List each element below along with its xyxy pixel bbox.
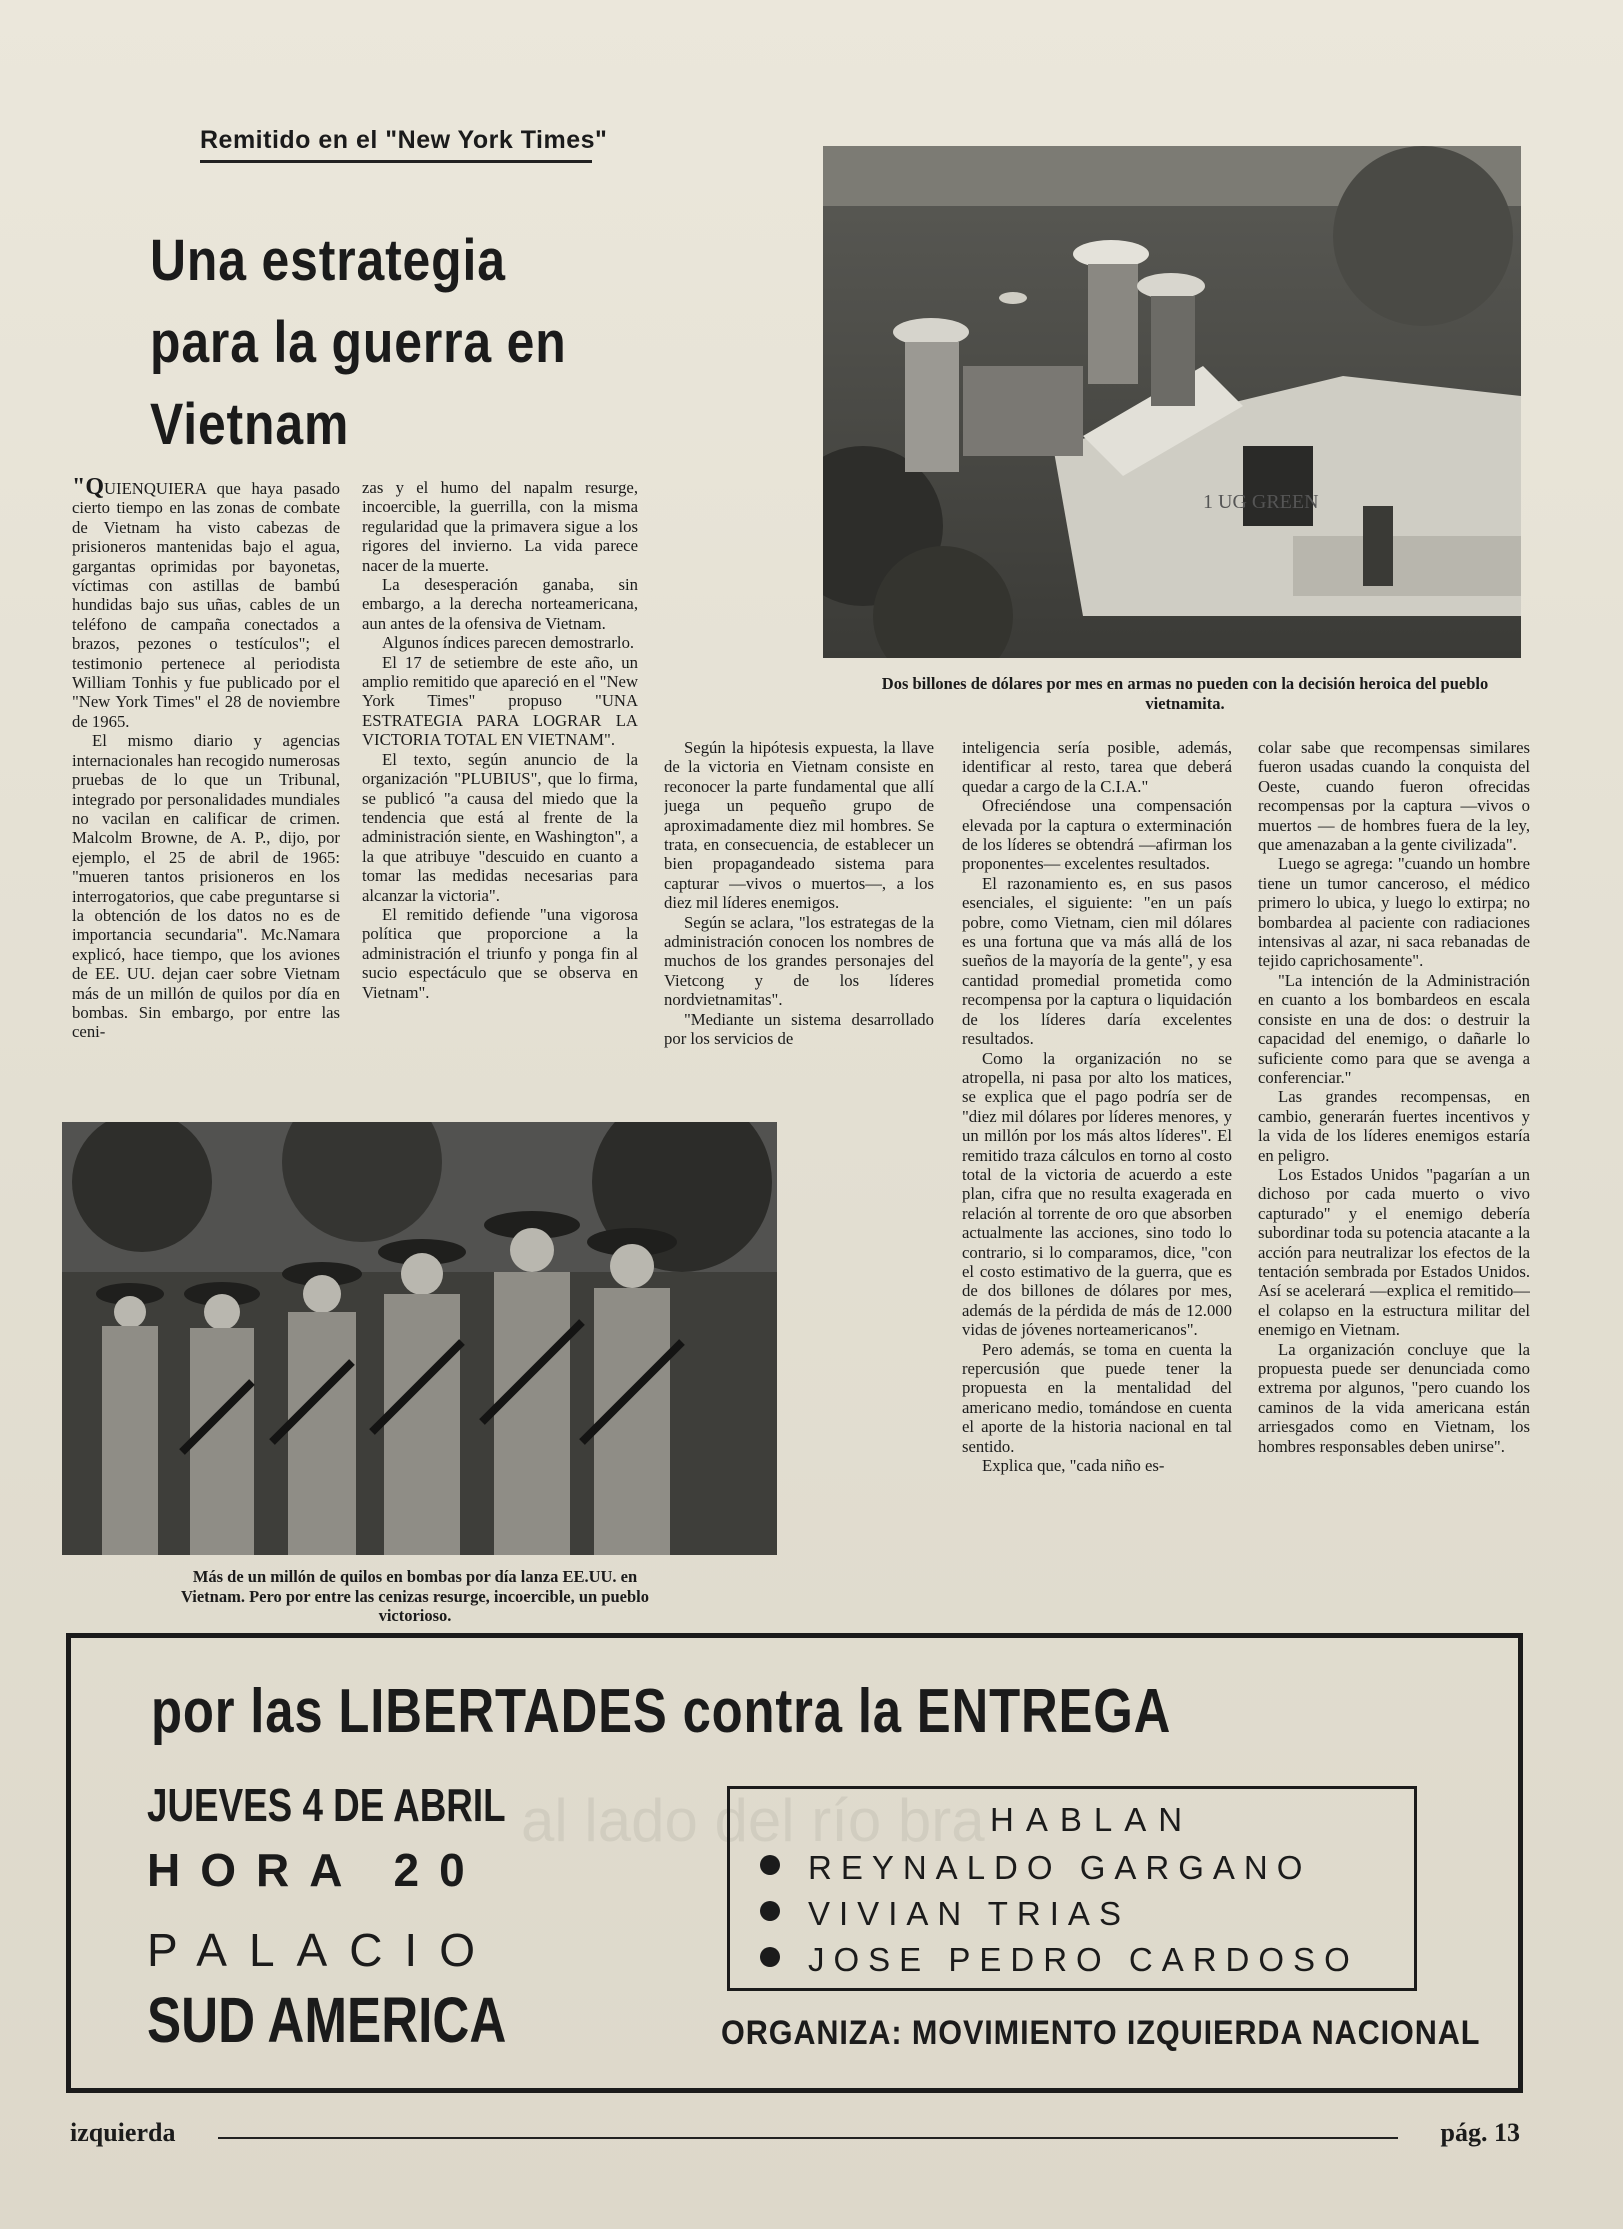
ad-date: JUEVES 4 DE ABRIL	[147, 1779, 506, 1831]
paragraph-text: Ofreciéndose una compensación elevada por la captura o exterminación de los líderes se obtendrá —afirman los proponentes— excelentes resultados.	[962, 796, 1232, 874]
paragraph-text: Pero además, se toma en cuenta la repercusión que puede tener la propuesta en la mentalidad del americano medio, tomándose en cuenta el aporte de la historia nacional en tal sentido.	[962, 1339, 1232, 1456]
paragraph-text: Luego se agrega: "cuando un hombre tiene un tumor canceroso, el médico primero lo ubica, y luego lo extirpa; no bombardea al paciente con radiaciones intensivas al azar, ni saca rebanadas de tejido caprichosamente".	[1258, 854, 1530, 971]
bullet-icon	[760, 1901, 780, 1921]
photo-downed-plane	[823, 146, 1521, 658]
article-paragraph	[1258, 1165, 1530, 1340]
plane-marking: 1 UG GREEN	[1203, 491, 1319, 513]
speakers-heading: HABLAN	[990, 1801, 1195, 1838]
paragraph-text: El remitido defiende "una vigorosa política que proporcione a la administración el triunfo y ponga fin al sucio espectáculo que se observa en Vietnam".	[362, 904, 638, 1002]
article-paragraph	[362, 633, 638, 652]
top-photo-caption: Dos billones de dólares por mes en armas no pueden con la decisión heroica del pueblo vietnamita.	[881, 674, 1489, 713]
article-paragraph	[1258, 1340, 1530, 1456]
article-paragraph	[962, 796, 1232, 874]
paragraph-text: "Mediante un sistema desarrollado por los servicios de	[664, 1009, 934, 1049]
article-column-1	[72, 478, 340, 1148]
paragraph-text: UIENQUIERA que haya pasado cierto tiempo en las zonas de combate de Vietnam ha visto cabezas de prisioneros mantenidas bajo el agua, gargantas oprimidas por bayonetas, víctimas con astillas de bambú hundidas bajo sus uñas, cables de un teléfono de campaña conectados a brazos, pezones o testículos"; el testimonio pertenece al periodista William Tonhis y fue publicado por el "New York Times" el 28 de noviembre de 1965.	[72, 479, 340, 731]
paragraph-text: El 17 de setiembre de este año, un amplio remitido que apareció en el "New York Times" propuso "UNA ESTRATEGIA PARA LOGRAR LA VICTORIA TOTAL EN VIETNAM".	[362, 652, 638, 750]
article-paragraph	[72, 731, 340, 1042]
paragraph-text: El mismo diario y agencias internacionales han recogido numerosas pruebas de lo que un Tribunal, integrado por personalidades mundiales no vacilan en calificar de crimen. Malcolm Browne, de A. P., dijo, por ejemplo, el 25 de abril de 1965: "mueren tantos prisioneros en los interrogatorios, que cabe preguntarse si la obtención de los datos no es de importancia secundaria". Mc.Namara explicó, hace tiempo, que los aviones de EE. UU. dejan caer sobre Vietnam más de un millón de quilos por día en bombas. Sin embargo, por entre las ceni-	[72, 731, 340, 1042]
article-paragraph	[962, 874, 1232, 1049]
article-column-2	[362, 478, 638, 1138]
bullet-icon	[760, 1855, 780, 1875]
paragraph-text: El razonamiento es, en sus pasos esenciales, el siguiente: "en un país pobre, como Vietnam, cien mil dólares es una fortuna que va más allá de los sueños de la mayoría de la gente", y esa cantidad promedial prometida como recompensa por la captura o liquidación de los líderes daría excelentes resultados.	[962, 873, 1232, 1049]
paragraph-text: El texto, según anuncio de la organización "PLUBIUS", que lo firma, se publicó "a causa del miedo que la tendencia que está al frente de la administración siente, en Washington", a la que atribuye "descuido en cuanto a tomar las medidas necesarias para alcanzar la victoria".	[362, 749, 638, 905]
speaker-item: REYNALDO GARGANO	[760, 1849, 1311, 1887]
paragraph-text: Explica que, "cada niño es-	[982, 1456, 1165, 1476]
article-paragraph	[664, 913, 934, 1010]
ad-bleed-through-text: al lado del río bra	[521, 1787, 985, 1854]
guerrillas-illustration	[62, 1122, 777, 1555]
ad-venue-line-2: SUD AMERICA	[147, 1984, 507, 2056]
ad-title: por las LIBERTADES contra la ENTREGA	[151, 1677, 1172, 1746]
ad-venue-line-1: PALACIO	[147, 1924, 497, 1976]
page-footer	[70, 2118, 1520, 2158]
speaker-item: JOSE PEDRO CARDOSO	[760, 1941, 1359, 1979]
paragraph-text: inteligencia sería posible, además, identificar al resto, tarea que deberá quedar a cargo de la C.I.A."	[962, 738, 1232, 796]
speaker-item: VIVIAN TRIAS	[760, 1895, 1130, 1933]
paragraph-text: Las grandes recompensas, en cambio, generarán fuertes incentivos y la vida de los líderes enemigos estaría en peligro.	[1258, 1087, 1530, 1165]
drop-cap: "Q	[72, 478, 104, 500]
page-number: pág. 13	[1440, 2118, 1520, 2147]
paragraph-text: Según la hipótesis expuesta, la llave de la victoria en Vietnam consiste en reconocer la parte fundamental que allí juega un pequeño grupo de aproximadamente diez mil hombres. Se trata, en consecuencia, de establecer un bien propagandeado sistema para capturar —vivos o muertos—, a los diez mil líderes enemigos.	[664, 738, 934, 913]
article-paragraph	[1258, 971, 1530, 1087]
publication-name: izquierda	[70, 2118, 176, 2147]
article-paragraph	[1258, 738, 1530, 854]
bottom-photo-caption: Más de un millón de quilos en bombas por día lanza EE.UU. en Vietnam. Pero por entre las cenizas resurge, incoercible, un pueblo victorioso.	[180, 1567, 650, 1625]
article-paragraph	[962, 1049, 1232, 1340]
article-headline: Una estrategia para la guerra en Vietnam	[150, 228, 567, 457]
paragraph-text: colar sabe que recompensas similares fueron usadas cuando la conquista del Oeste, cuando fueron ofrecidas recompensas por la captura —vivos o muertos — de hombres fuera de la ley, que amenazaban a la gente civilizada".	[1258, 738, 1530, 855]
paragraph-text: Como la organización no se atropella, ni pasa por alto los matices, se explica que el pago podría ser de "diez mil dólares por líderes menores, y un millón por los más altos líderes". El remitido traza cálculos en torno al costo total de la victoria de acuerdo a este plan, cifra que no resulta exagerada en relación al torrente de oro que absorben actualmente las acciones, sino todo lo contrario, si lo comparamos, dice, "con el costo estimativo de la guerra, que es de dos billones de dólares por mes, además de la pérdida de más de 12.000 vidas de jóvenes norteamericanos".	[962, 1048, 1232, 1340]
article-paragraph	[1258, 1087, 1530, 1165]
article-column-4	[962, 738, 1232, 1620]
article-paragraph	[362, 575, 638, 633]
article-paragraph	[362, 905, 638, 1002]
article-paragraph	[1258, 854, 1530, 970]
paragraph-text: Algunos índices parecen demostrarlo.	[382, 633, 635, 653]
paragraph-text: La organización concluye que la propuesta puede ser denunciada como extrema por algunos, "pero cuando los caminos de la vida americana están arriesgados como en Vietnam, los hombres responsables deben unirse".	[1258, 1339, 1530, 1456]
paragraph-text: zas y el humo del napalm resurge, incoercible, la guerrilla, con la misma regularidad que la primavera sigue a los rigores del invierno. La vida parece nacer de la muerte.	[362, 478, 638, 575]
bullet-icon	[760, 1947, 780, 1967]
article-paragraph	[72, 478, 340, 731]
event-advertisement	[66, 1633, 1523, 2093]
article-paragraph	[362, 750, 638, 905]
photo-guerrillas	[62, 1122, 777, 1555]
paragraph-text: La desesperación ganaba, sin embargo, a la derecha norteamericana, aun antes de la ofensiva de Vietnam.	[362, 575, 638, 633]
article-column-3	[664, 738, 934, 1108]
downed-plane-illustration	[823, 146, 1521, 658]
article-kicker: Remitido en el "New York Times"	[200, 126, 592, 163]
paragraph-text: Según se aclara, "los estrategas de la administración conocen los nombres de muchos de los grandes personajes del Vietcong y de los líderes nordvietnamitas".	[664, 912, 934, 1010]
paragraph-text: "La intención de la Administración en cuanto a los bombardeos en escala consiste en una de dos: o destruir la capacidad del enemigo, o dañarle lo suficiente como para que se avenga a conferenciar."	[1258, 970, 1530, 1087]
ad-time: HORA 20	[147, 1844, 485, 1896]
paragraph-text: Los Estados Unidos "pagarían a un dichoso por cada muerto o vivo capturado" y el enemigo debería subordinar toda su potencia atacante a la acción para neutralizar los efectos de la tentación sembrada por Estados Unidos. Así se acelerará —explica el remitido— el colapso en la estructura militar del enemigo en Vietnam.	[1258, 1164, 1530, 1340]
article-paragraph	[664, 1010, 934, 1049]
article-column-5	[1258, 738, 1530, 1620]
ad-organizer: ORGANIZA: MOVIMIENTO IZQUIERDA NACIONAL	[721, 2014, 1481, 2052]
article-paragraph	[362, 653, 638, 750]
article-paragraph	[664, 738, 934, 913]
article-paragraph	[362, 478, 638, 575]
article-paragraph	[962, 738, 1232, 796]
footer-rule	[218, 2137, 1398, 2139]
speakers-box	[727, 1786, 1417, 1991]
article-paragraph	[962, 1340, 1232, 1456]
article-paragraph	[962, 1456, 1232, 1475]
